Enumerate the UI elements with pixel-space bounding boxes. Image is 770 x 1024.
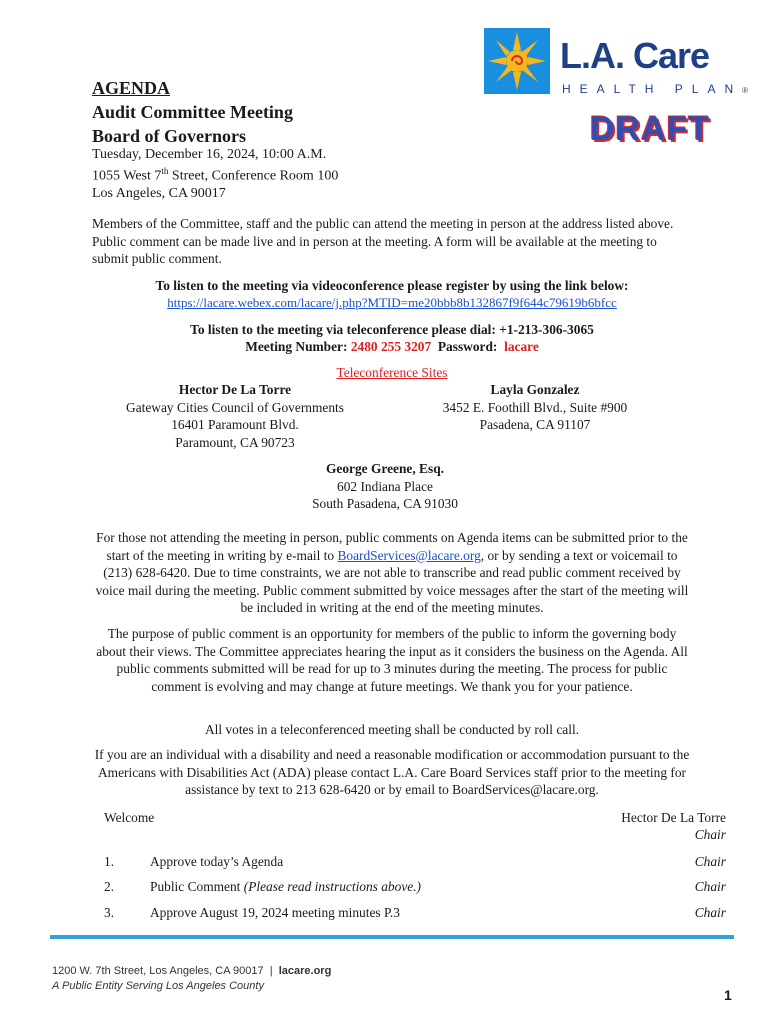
agenda-heading: AGENDA [92,78,171,98]
meeting-address: 1055 West 7th Street, Conference Room 100 [92,166,339,184]
footer-tagline: A Public Entity Serving Los Angeles County [52,980,264,992]
item-1-text: Approve today’s Agenda [150,854,284,869]
item-1-number: 1. [104,854,115,869]
meeting-details [92,146,338,202]
board-services-email-link[interactable]: BoardServices@lacare.org [337,547,481,563]
teleconference-sites-heading: Teleconference Sites [336,365,448,380]
board-name: Board of Governors [92,126,246,146]
page-title [92,76,293,148]
item-2-text: Public Comment (Please read instructions above.) [150,879,422,894]
site-center: George Greene, Esq. 602 Indiana Place South Pasadena, CA 91030 [312,461,458,511]
item-2-number: 2. [104,879,115,894]
intro-paragraph: Members of the Committee, staff and the public can attend the meeting in person at the address listed above. Public comment can be made live and in person at the meeting. A form will be available at the meeting to submit public comment. [92,216,674,266]
item-3-text: Approve August 19, 2024 meeting minutes P.3 [150,905,400,920]
item-1-role: Chair [694,854,726,869]
ada-paragraph: If you are an individual with a disability and need a reasonable modification or accommodation pursuant to the Americans with Disabilities Act (ADA) please contact L.A. Care Board Services staff prior to the meeting for assistance by text to 213 628-6420 or by email to BoardServices@lacare.org. [94,747,690,797]
purpose-paragraph: The purpose of public comment is an opportunity for members of the public to inform the governing body about their views. The Committee appreciates hearing the input as it considers the business on the Agenda. All public comments submitted will be read for up to 3 minutes during the meeting. The process for public comment is evolving and may change at future meetings. We thank you for your patience. [96,626,688,694]
video-instructions: To listen to the meeting via videoconference please register by using the link below: [155,278,629,293]
welcome-presenter: Hector De La Torre Chair [621,810,726,842]
meeting-name: Audit Committee Meeting [92,102,293,122]
meeting-number-line: Meeting Number: 2480 255 3207 Password: lacare [245,339,539,354]
item-2-role: Chair [694,879,726,894]
item-3-role: Chair [694,905,726,920]
draft-stamp: DRAFT [590,110,711,148]
footer-address-line: 1200 W. 7th Street, Los Angeles, CA 90017 | lacare.org [52,965,332,977]
welcome-label: Welcome [104,810,155,825]
site-right: Layla Gonzalez 3452 E. Foothill Blvd., Suite #900 Pasadena, CA 91107 [442,382,628,432]
roll-call-paragraph: All votes in a teleconferenced meeting shall be conducted by roll call. [204,722,580,737]
footer-divider [50,935,734,939]
webex-link-wrap [92,294,692,312]
brand-name: L.A. Care [560,35,710,76]
site-left: Hector De La Torre Gateway Cities Council of Governments 16401 Paramount Blvd. Paramount, CA 90723 [126,382,344,450]
phone-instructions: To listen to the meeting via teleconference please dial: +1-213-306-3065 [190,322,594,337]
page-number: 1 [724,987,732,1003]
meeting-city: Los Angeles, CA 90017 [92,185,226,201]
webex-link[interactable]: https://lacare.webex.com/lacare/j.php?MTID=me20bbb8b132867f9f644c79619b6bfcc [167,295,617,310]
item-3-number: 3. [104,905,115,920]
sun-logo-icon [484,28,550,94]
brand-subtitle: HEALTH PLAN® [562,82,749,96]
meeting-date: Tuesday, December 16, 2024, 10:00 A.M. [92,147,327,162]
public-comment-paragraph: For those not attending the meeting in person, public comments on Agenda items can be submitted prior to the start of the meeting in writing by e-mail to BoardServices@lacare.org, or by sending a text or voicemail to (213) 628-6420. Due to time constraints, we are not able to transcribe and read public comment received by voice mail during the meeting. Public comment submitted by voice messages after the start of the meeting will be included in writing at the end of the meeting minutes. [95,530,689,615]
